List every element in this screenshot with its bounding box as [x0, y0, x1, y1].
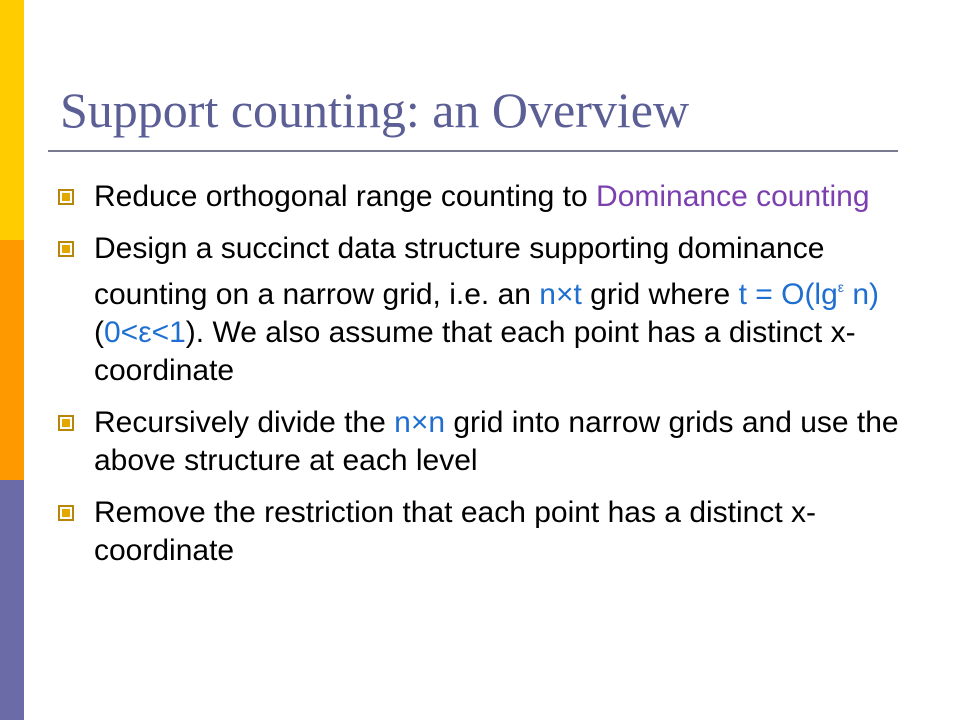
bullet-text: ). We also assume that each point has a distinct x-coordinate: [94, 316, 856, 387]
bullet-highlight: n×n: [394, 406, 446, 439]
square-bullet-icon: [58, 241, 74, 257]
accent-bar-top: [0, 0, 24, 240]
bullet-highlight: n×t: [539, 278, 582, 311]
bullet-item: [58, 494, 918, 570]
bullet-list: [58, 178, 918, 584]
bullet-text: Reduce orthogonal range counting to: [94, 180, 597, 213]
bullet-text: grid into narrow grids and use the above structure at each level: [94, 406, 899, 477]
square-bullet-icon: [58, 189, 74, 205]
bullet-item: [58, 404, 918, 480]
accent-bar-middle: [0, 240, 24, 480]
bullet-text: grid where: [581, 278, 739, 311]
bullet-superscript: ε: [837, 279, 845, 295]
bullet-text: Design a succinct data structure supporting dominance counting on a narrow grid, i.e. an: [94, 232, 825, 311]
bullet-text: Recursively divide the: [94, 406, 395, 439]
bullet-item: [58, 178, 918, 216]
bullet-highlight: Dominance counting: [596, 180, 870, 213]
bullet-highlight: n): [844, 278, 880, 311]
title-underline: [48, 150, 898, 152]
square-bullet-icon: [58, 415, 74, 431]
bullet-highlight: t = O(lg: [738, 278, 838, 311]
bullet-highlight: 0<ε<1: [104, 316, 186, 349]
bullet-item: [58, 230, 918, 390]
bullet-text: Remove the restriction that each point has a distinct x-coordinate: [94, 496, 817, 567]
accent-bar-bottom: [0, 480, 24, 720]
slide-title: Support counting: an Overview: [60, 82, 690, 138]
square-bullet-icon: [58, 505, 74, 521]
bullet-text: (: [94, 316, 104, 349]
